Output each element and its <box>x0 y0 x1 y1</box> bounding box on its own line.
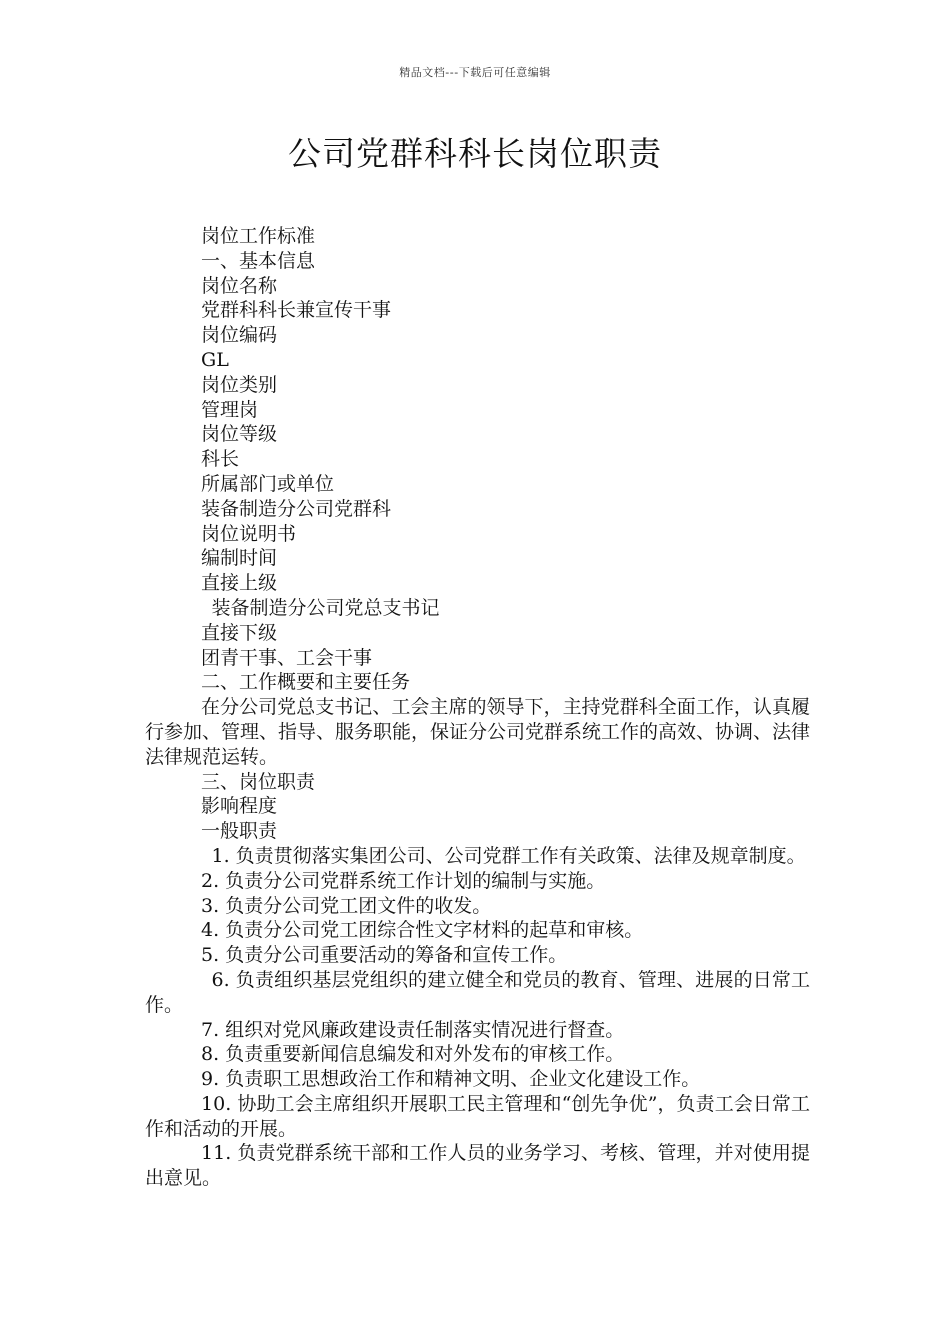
list-item: 9. 负责职工思想政治工作和精神文明、企业文化建设工作。 <box>201 1068 701 1091</box>
paragraph: 党群科科长兼宣传干事 <box>201 299 392 322</box>
paragraph: 直接上级 <box>201 572 278 595</box>
list-item: 1. 负责贯彻落实集团公司、公司党群工作有关政策、法律及规章制度。 <box>211 844 806 867</box>
list-item: 4. 负责分公司党工团综合性文字材料的起草和审核。 <box>201 919 644 942</box>
paragraph: 装备制造分公司党群科 <box>201 497 392 520</box>
paragraph: 三、岗位职责 <box>201 770 316 793</box>
list-item: 7. 组织对党风廉政建设责任制落实情况进行督查。 <box>201 1018 625 1041</box>
paragraph: 直接下级 <box>201 621 278 644</box>
paragraph: 团青干事、工会干事 <box>201 646 373 669</box>
list-item: 5. 负责分公司重要活动的筹备和宣传工作。 <box>201 944 568 967</box>
paragraph: 岗位说明书 <box>201 522 297 545</box>
paragraph: 一般职责 <box>201 820 278 843</box>
paragraph: 一、基本信息 <box>201 249 316 272</box>
paragraph: 装备制造分公司党总支书记 <box>211 596 440 619</box>
document-body <box>145 224 810 1191</box>
paragraph: 编制时间 <box>201 547 278 570</box>
paragraph: 岗位编码 <box>201 324 278 347</box>
list-item: 10. 协助工会主席组织开展职工民主管理和“创先争优”，负责工会日常工作和活动的开展。 <box>145 1092 810 1140</box>
list-item: 3. 负责分公司党工团文件的收发。 <box>201 894 492 917</box>
list-item: 11. 负责党群系统干部和工作人员的业务学习、考核、管理，并对使用提出意见。 <box>145 1142 810 1190</box>
header-note: 精品文档---下载后可任意编辑 <box>399 66 551 79</box>
paragraph: 二、工作概要和主要任务 <box>201 671 411 694</box>
list-item: 2. 负责分公司党群系统工作计划的编制与实施。 <box>201 869 606 892</box>
paragraph: 在分公司党总支书记、工会主席的领导下，主持党群科全面工作，认真履行参加、管理、指导、服务职能，保证分公司党群系统工作的高效、协调、法律法律规范运转。 <box>145 696 811 768</box>
paragraph: 科长 <box>201 448 240 471</box>
paragraph: 所属部门或单位 <box>201 472 335 495</box>
paragraph: 管理岗 <box>201 398 259 421</box>
paragraph: 岗位名称 <box>201 274 278 297</box>
paragraph: 岗位等级 <box>201 423 278 446</box>
paragraph: GL <box>201 348 229 371</box>
paragraph: 岗位工作标准 <box>201 225 316 247</box>
document-title: 公司党群科科长岗位职责 <box>288 134 662 173</box>
paragraph: 影响程度 <box>201 795 278 818</box>
list-item: 6. 负责组织基层党组织的建立健全和党员的教育、管理、进展的日常工作。 <box>145 968 810 1016</box>
list-item: 8. 负责重要新闻信息编发和对外发布的审核工作。 <box>201 1043 625 1066</box>
paragraph: 岗位类别 <box>201 373 278 396</box>
